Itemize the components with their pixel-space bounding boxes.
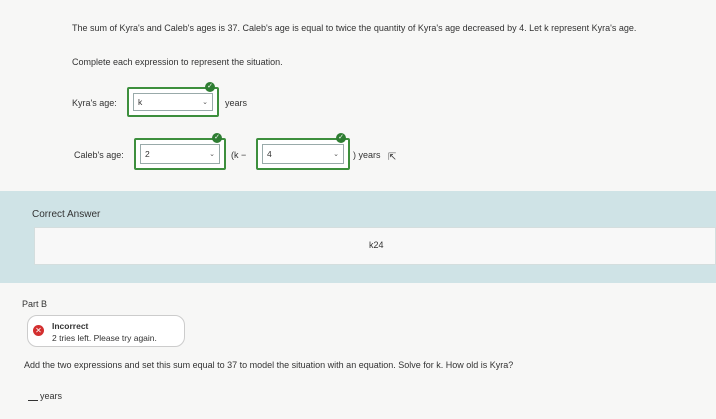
check-icon: ✓ bbox=[205, 82, 215, 92]
answer-unit-label: years bbox=[40, 391, 63, 401]
answer-input[interactable] bbox=[28, 392, 38, 401]
kyra-age-select[interactable] bbox=[133, 93, 213, 111]
part-b-title: Part B bbox=[22, 299, 48, 309]
chevron-down-icon: ⌄ bbox=[202, 99, 208, 106]
caleb-select2-frame bbox=[256, 138, 350, 170]
caleb-after-text: ) years bbox=[353, 150, 381, 160]
check-icon: ✓ bbox=[212, 133, 222, 143]
kyra-age-label: Kyra's age: bbox=[72, 98, 117, 108]
correct-answer-title: Correct Answer bbox=[32, 209, 101, 220]
caleb-coefficient-select[interactable] bbox=[140, 144, 220, 164]
chevron-down-icon: ⌄ bbox=[209, 151, 215, 158]
caleb-select2-value: 4 bbox=[267, 149, 272, 159]
caleb-select1-value: 2 bbox=[145, 149, 150, 159]
error-x-icon: ✕ bbox=[33, 325, 44, 336]
problem-prompt: The sum of Kyra's and Caleb's ages is 37. Caleb's age is equal to twice the quantity of Kyra's age decreased by 4. Let k represent Kyra's age. bbox=[72, 23, 637, 33]
caleb-select1-frame bbox=[134, 138, 226, 170]
caleb-age-label: Caleb's age: bbox=[74, 150, 124, 160]
kyra-unit-label: years bbox=[225, 98, 248, 108]
mouse-cursor-icon: ⇱ bbox=[388, 152, 397, 163]
correct-answer-value: k24 bbox=[369, 240, 384, 250]
chevron-down-icon: ⌄ bbox=[333, 151, 339, 158]
feedback-title: Incorrect bbox=[52, 321, 89, 331]
check-icon: ✓ bbox=[336, 133, 346, 143]
caleb-between-text: (k − bbox=[231, 150, 247, 160]
kyra-select-value: k bbox=[138, 97, 143, 107]
part-b-question: Add the two expressions and set this sum equal to 37 to model the situation with an equation. Solve for k. How old is Kyra? bbox=[24, 360, 514, 370]
feedback-subtitle: 2 tries left. Please try again. bbox=[52, 333, 157, 343]
instruction-text: Complete each expression to represent the situation. bbox=[72, 57, 283, 67]
kyra-select-frame bbox=[127, 87, 219, 117]
caleb-constant-select[interactable] bbox=[262, 144, 344, 164]
